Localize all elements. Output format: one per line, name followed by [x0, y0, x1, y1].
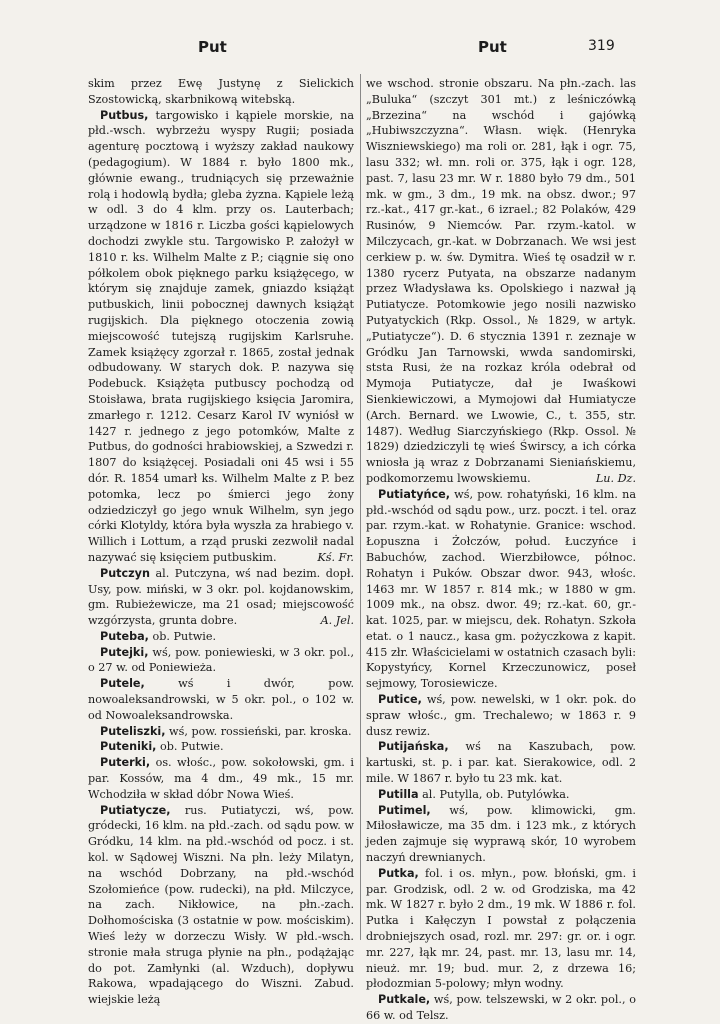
- entry-text: wś na Kaszubach, pow. kartuski, st. p. i par. kat. Sierakowice, odl. 2 mile. W 1867 r. było tu 23 mk. kat.: [366, 740, 636, 786]
- dictionary-entry: [88, 629, 354, 645]
- entry-headword: Putijańska,: [378, 740, 449, 754]
- dictionary-entry: [366, 787, 636, 803]
- entry-headword: Putka,: [378, 866, 419, 880]
- entry-headword: Puteba,: [100, 629, 149, 643]
- entry-headword: Putkale,: [378, 993, 431, 1007]
- dictionary-entry: [88, 566, 354, 629]
- page-number: 319: [588, 38, 615, 54]
- dictionary-entry: [88, 724, 354, 740]
- entry-text: wś, pow. rohatyński, 16 klm. na płd.-wschód od sądu pow., urz. poczt. i tel. oraz par. rzym.-kat. w Rohatynie. Granice: wschod. Łopuszna i Żołczów, połud. Łuczyńce i Babuchów, zachod. Wierzbiłowce, północ. Rohatyn i Puków. Obszar dwor. 943, włośc. 1463 mr. W 1857 r. 814 mk.; w 1880 w gm. 1009 mk., na obsz. dwor. 49; rz.-kat. 60, gr.-kat. 1025, par. w miejscu, dek. Rohatyn. Szkoła etat. o 1 naucz., kasa gm. pożyczkowa z kapit. 415 złr. Właścicielami w ostatnich czasach byli: Kopystyńcy, Kornel Krzeczunowicz, poseł sejmowy, Torosiewicze.: [366, 487, 636, 691]
- running-head-right: Put: [478, 38, 507, 56]
- dictionary-entry: [88, 803, 354, 1008]
- entry-headword: Puterki,: [100, 756, 151, 770]
- dictionary-entry: [88, 739, 354, 755]
- dictionary-entry: [366, 992, 636, 1024]
- entry-text: wś, pow. telszewski, w 2 okr. pol., o 66 w. od Telsz.: [366, 993, 636, 1023]
- entry-text: wś, pow. poniewieski, w 3 okr. pol., o 27 w. od Poniewieża.: [88, 645, 354, 675]
- entry-signature: Kś. Fr.: [317, 550, 354, 564]
- entry-text: targowisko i kąpiele morskie, na płd.-wsch. wybrzeżu wyspy Rugii; posiada agenturę pocztową i wyższy zakład naukowy (pedagogium). W 1884 r. było 1800 mk., głównie ewang., trudniących się przeważnie rolą i hodowlą bydła; gleba żyzna. Kąpiele leżą w odl. 3 do 4 klm. przy os. Lauterbach; urządzone w 1816 r. Liczba gości kąpielowych dochodzi zwykle stu. Targowisko P. założył w 1810 r. ks. Wilhelm Malte z P.; ciągnie się ono półkolem obok pięknego parku książęcego, w którym się znajduje zamek, gniazdo książąt putbuskich, linii pobocznej dawnych książąt rugijskich. Dla pięknego otoczenia zowią miejscowość tutejszą rugijskim Karlsruhe. Zamek książęcy zgorzał r. 1865, został jednak odbudowany. W starych dok. P. nazywa się Podebuck. Książęta putbuscy pochodzą od Stoisława, brata rugijskiego księcia Jaromira, zmarłego r. 1212. Cesarz Karol IV wyniósł w 1427 r. jednego z jego potomków, Malte z Putbus, do godności hrabiowskiej, a Szwedzi r. 1807 do książęcej. Posiadali oni 45 wsi i 55 dór. R. 1854 umarł ks. Wilhelm Malte z P. bez potomka, lecz po śmierci jego żony odziedziczył go jego wnuk Wilhelm, syn jego córki Klotyldy, która była wyszła za hrabiego v. Willich i Lottum, a rząd pruski zezwolił nadal nazywać się księciem putbuskim.: [88, 108, 354, 564]
- entry-text: al. Putylla, ob. Putylówka.: [418, 787, 570, 801]
- entry-headword: Puteniki,: [100, 740, 157, 754]
- right-column: [366, 76, 636, 1024]
- entry-headword: Puteliszki,: [100, 724, 166, 738]
- entry-text: we wschod. stronie obszaru. Na płn.-zach. las „Buluka“ (szczyt 301 mt.) z leśniczówką „Brzezina“ na wschód i gajówką „Hubiwszczyzna“. Własn. więk. (Henryka Wiszniewskiego) ma roli or. 281, łąk i ogr. 75, lasu 332; wł. mn. roli or. 375, łąk i ogr. 128, past. 7, lasu 23 mr. W r. 1880 było 79 dm., 501 mk. w gm., 3 dm., 19 mk. na obsz. dwor.; 97 rz.-kat., 417 gr.-kat., 6 izrael.; 82 Polaków, 429 Rusinów, 9 Niemców. Par. rzym.-katol. w Milczycach, gr.-kat. w Dobrzanach. We wsi jest cerkiew p. w. św. Dymitra. Wieś tę osadził w r. 1380 rycerz Putyata, na obszarze nadanym przez Władysława ks. Opolskiego i nazwał ją Putiatycze. Potomkowie jego nosili nazwisko Putyatyckich (Rkp. Ossol., № 1829, w artyk. „Putiatycze“). D. 6 stycznia 1391 r. zeznaje w Gródku Jan Tarnowski, wwda sandomirski, ststa Rusi, że na rozkaz króla odebrał od Mymoja Putiatycze, dał je Iwaśkowi Sienkiewiczowi, a Mymojowi dał Humiatycze (Arch. Bernard. we Lwowie, C., t. 355, str. 1487). Według Siarczyńskiego (Rkp. Ossol. № 1829) dziedziczyli tę wieś Świrscy, a ich córka wniosła ją wraz z Dobrzanami Sieniańskiemu, podkomorzemu lwowskiemu.: [366, 77, 636, 485]
- dictionary-entry: [88, 645, 354, 677]
- dictionary-entry: [366, 803, 636, 866]
- entry-text: rus. Putiatyczi, wś, pow. gródecki, 16 klm. na płd.-zach. od sądu pow. w Gródku, 14 klm. na płd.-wschód od pocz. i st. kol. w Sądowej Wiszni. Na płn. leży Milatyn, na wschód Dobrzany, na płd.-wschód Szołomieńce (pow. rudecki), na płd. Milczyce, na zach. Nikłowice, na płn.-zach. Dołhomościska (3 ostatnie w pow. mościskim). Wieś leży w dorzeczu Wisły. W płd.-wsch. stronie mała struga płynie na płn., podążając do pot. Zamłynki (al. Wzduch), dopływu Rakowa, wpadającego do Wiszni. Zabud. wiejskie leżą: [88, 803, 354, 1007]
- column-divider: [360, 74, 361, 940]
- entry-signature: Lu. Dz.: [595, 471, 636, 485]
- entry-headword: Putczyn: [100, 566, 150, 580]
- entry-headword: Putiatyńce,: [378, 487, 450, 501]
- entry-text: os. włośc., pow. sokołowski, gm. i par. Kossów, ma 4 dm., 49 mk., 15 mr. Wchodziła w skład dóbr Nowa Wieś.: [88, 756, 354, 801]
- entry-text: fol. i os. młyn., pow. błoński, gm. i par. Grodzisk, odl. 2 w. od Grodziska, ma 42 mk. W 1827 r. było 2 dm., 19 mk. W 1886 r. fol. Putka i Kałęczyn I powstał z połączenia drobniejszych osad, rozl. mr. 297: gr. or. i ogr. mr. 227, łąk mr. 24, past. mr. 13, lasu mr. 14, nieuż. mr. 19; bud. mur. 2, z drzewa 16; płodozmian 5-polowy; młyn wodny.: [366, 866, 636, 991]
- entry-signature: A. Jel.: [320, 614, 354, 628]
- entry-text: wś, pow. klimowicki, gm. Miłosławicze, ma 35 dm. i 123 mk., z których jeden zajmuje się wyprawą skór, 10 wyrobem naczyń drewnianych.: [366, 803, 636, 865]
- entry-text: ob. Putwie.: [156, 740, 224, 754]
- entry-text: ob. Putwie.: [148, 629, 217, 643]
- dictionary-entry: [366, 487, 636, 692]
- entry-text: wś i dwór, pow. nowoaleksandrowski, w 5 okr. pol., o 102 w. od Nowoaleksandrowska.: [88, 677, 354, 722]
- dictionary-entry: [366, 739, 636, 786]
- entry-text: al. Putczyna, wś nad bezim. dopł. Usy, pow. miński, w 3 okr. pol. kojdanowskim, gm. Rubieżewicze, ma 21 osad; miejscowość wzgórzysta, grunta dobre.: [88, 566, 354, 628]
- entry-headword: Putbus,: [100, 108, 149, 122]
- dictionary-entry: [88, 755, 354, 802]
- entry-headword: Putejki,: [100, 645, 149, 659]
- dictionary-entry: [366, 76, 636, 487]
- dictionary-entry: [88, 676, 354, 723]
- entry-headword: Putimel,: [378, 803, 431, 817]
- dictionary-entry: [88, 108, 354, 566]
- entry-text: wś, pow. rossieński, par. kroska.: [165, 724, 352, 738]
- entry-headword: Putilla: [378, 787, 419, 801]
- entry-headword: Putice,: [378, 693, 422, 707]
- dictionary-entry: [88, 76, 354, 108]
- entry-headword: Putele,: [100, 677, 145, 691]
- entry-headword: Putiatycze,: [100, 803, 171, 817]
- entry-text: wś, pow. newelski, w 1 okr. pok. do spraw włośc., gm. Trechalewo; w 1863 r. 9 dusz rewiz.: [366, 693, 636, 738]
- left-column: [88, 76, 354, 1008]
- running-head-left: Put: [198, 38, 227, 56]
- entry-text: skim przez Ewę Justynę z Sielickich Szostowicką, skarbnikową witebską.: [88, 77, 354, 106]
- page-header: [0, 38, 720, 62]
- dictionary-entry: [366, 692, 636, 739]
- dictionary-entry: [366, 866, 636, 992]
